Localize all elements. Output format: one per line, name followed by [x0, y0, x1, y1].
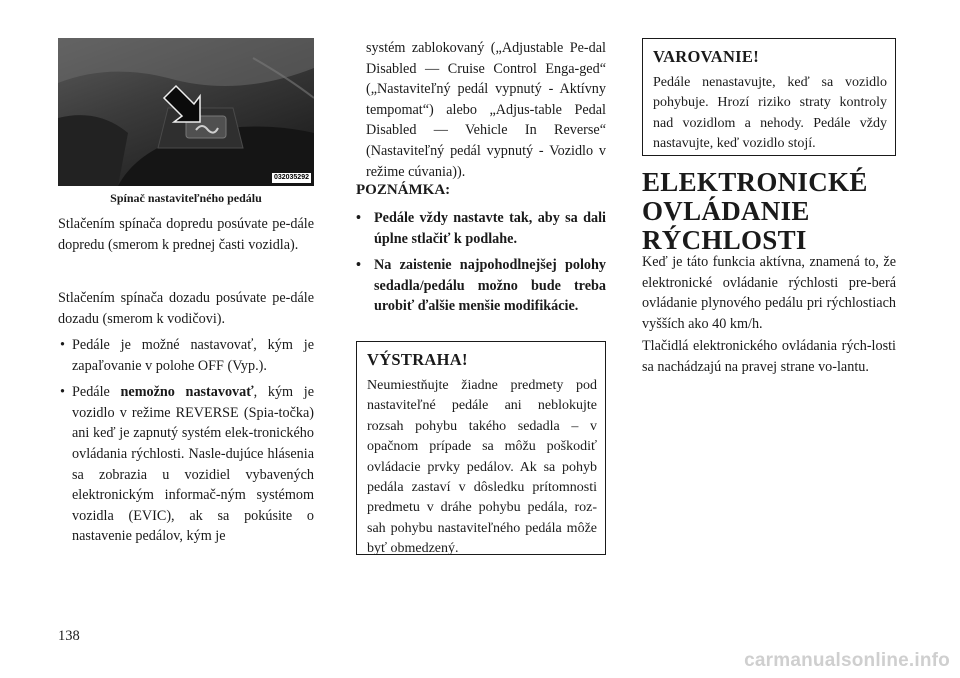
list-item-text: , kým je vozidlo v režime REVERSE (Spia-točka) ani keď je zapnutý systém elek-tronického ovládania rýchlosti. Nasle-dujúce hlásenia sa zobrazia u vozidiel vybavených elektronickým informač-ným systémom vozidla (EVIC), ak sa pokúsite o nastavenie pedálov, kým je — [72, 384, 314, 545]
section-heading: ELEKTRONICKÉ OVLÁDANIE RÝCHLOSTI — [642, 167, 868, 255]
warning-box — [356, 341, 606, 555]
paragraph: Tlačidlá elektronického ovládania rých-losti sa nachádzajú na pravej strane vo-lantu. — [642, 338, 896, 375]
warning-title: VÝSTRAHA! — [367, 350, 468, 369]
pedal-switch-photo — [58, 38, 314, 186]
page-number: 138 — [58, 628, 80, 644]
paragraph: Stlačením spínača dozadu posúvate pe-dále dozadu (smerom k vodičovi). — [58, 290, 314, 327]
note-title: POZNÁMKA: — [356, 182, 451, 198]
list-item — [58, 382, 314, 547]
paragraph: systém zablokovaný („Adjustable Pe-dal Disabled — Cruise Control Enga-ged“ („Nastaviteľný pedál vypnutý - Aktívny tempomat“) alebo „Adjus-table Pedal Disabled — Vehicle In Reverse“ (Nastaviteľný pedál vypnutý - Vozidlo v režime cúvania)). — [366, 40, 606, 180]
bullet-list — [58, 335, 314, 553]
watermark: carmanualsonline.info — [744, 650, 950, 671]
note-list — [356, 208, 606, 323]
paragraph: Keď je táto funkcia aktívna, znamená to, že elektronické ovládanie rýchlosti pre-berá ovládanie plynového pedálu pri rýchlostiach vyšších ako 40 km/h. — [642, 254, 896, 332]
caution-text: Pedále nenastavujte, keď sa vozidlo pohybuje. Hrozí riziko straty kontroly nad vozidlom a nehody. Pedále vždy nastavujte, keď vozidlo stojí. — [653, 75, 887, 152]
figure-caption: Spínač nastaviteľného pedálu — [110, 191, 262, 205]
caution-box — [642, 38, 896, 156]
list-item-emphasis: nemožno nastavovať — [120, 384, 254, 401]
list-item: • Pedále je možné nastavovať, kým je zapaľovanie v polohe OFF (Vyp.). — [58, 335, 314, 376]
list-item-text: Pedále — [72, 384, 121, 401]
note-item: • Na zaistenie najpohodlnejšej polohy sedadla/pedálu možno bude treba urobiť ďalšie menšie modifikácie. — [356, 255, 606, 317]
figure-code: 032035292 — [273, 174, 309, 181]
warning-text: Neumiestňujte žiadne predmety pod nastaviteľné pedále ani neblokujte rozsah pohybu takého sedadla – v opačnom prípade sa môžu poškodiť ovládacie prvky pedálov. Ak sa pohyb pedála zastaví v dôsledku prítomnosti predmetu v dráhe pohybu pedála, roz-sah pohybu nastaviteľného pedála môže byť obmedzený. — [367, 378, 597, 557]
pedal-switch-illustration — [58, 38, 314, 186]
caution-title: VAROVANIE! — [653, 47, 759, 66]
note-item: • Pedále vždy nastavte tak, aby sa dali úplne stlačiť k podlahe. — [356, 208, 606, 249]
paragraph: Stlačením spínača dopredu posúvate pe-dále dopredu (smerom k prednej časti vozidla). — [58, 216, 314, 253]
